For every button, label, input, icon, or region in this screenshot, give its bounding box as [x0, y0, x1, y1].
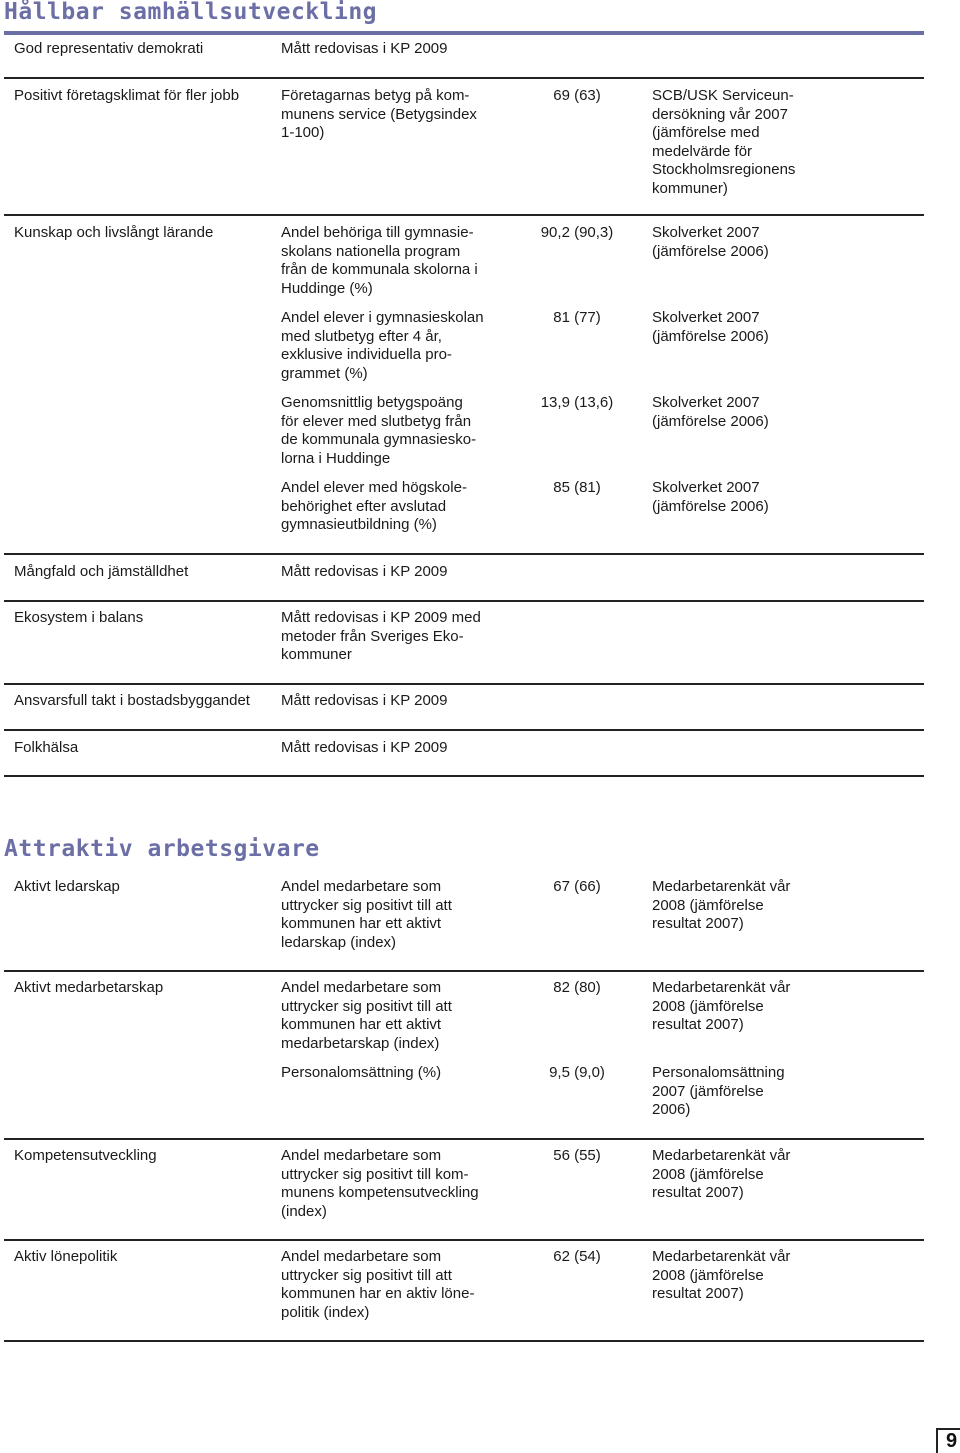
measure-value: 69 (63)	[553, 87, 601, 104]
measure-text: Mått redovisas i KP 2009	[281, 563, 448, 580]
row-divider	[4, 1239, 924, 1241]
measure-source: Medarbetarenkät vår 2008 (jämförelse resultat 2007)	[652, 979, 791, 1033]
measure-source: SCB/USK Serviceun- dersökning vår 2007 (jämförelse med medelvärde för Stockholmsregionens kommuner)	[652, 87, 796, 197]
measure-value: 62 (54)	[553, 1248, 601, 1265]
goal-label: Aktivt ledarskap	[14, 878, 120, 895]
measure-text: Personalomsättning (%)	[281, 1064, 442, 1081]
row-divider	[4, 683, 924, 685]
goal-label: Ekosystem i balans	[14, 609, 144, 626]
measure-source: Medarbetarenkät vår 2008 (jämförelse resultat 2007)	[652, 1147, 791, 1201]
measure-value: 85 (81)	[553, 479, 601, 496]
goal-label: Kompetensutveckling	[14, 1147, 157, 1164]
goal-label: Aktiv lönepolitik	[14, 1248, 118, 1265]
row-divider	[4, 970, 924, 972]
measure-text: Företagarnas betyg på kom- munens service (Betygsindex 1-100)	[281, 87, 477, 141]
page-number: 9	[946, 1430, 958, 1452]
measure-source: Skolverket 2007 (jämförelse 2006)	[652, 309, 769, 345]
measure-text: Andel medarbetare som uttrycker sig positivt till att kommunen har ett aktivt ledarskap (index)	[281, 878, 452, 951]
measure-source: Skolverket 2007 (jämförelse 2006)	[652, 394, 769, 430]
goal-label: God representativ demokrati	[14, 40, 204, 57]
measure-value: 13,9 (13,6)	[540, 394, 614, 411]
goal-label: Mångfald och jämställdhet	[14, 563, 189, 580]
row-divider	[4, 600, 924, 602]
goal-label: Positivt företagsklimat för fler jobb	[14, 87, 240, 104]
measure-source: Skolverket 2007 (jämförelse 2006)	[652, 224, 769, 260]
section-title: Hållbar samhällsutveckling	[4, 0, 378, 25]
measure-value: 90,2 (90,3)	[540, 224, 614, 241]
measure-text: Mått redovisas i KP 2009	[281, 739, 448, 756]
measure-source: Personalomsättning 2007 (jämförelse 2006)	[652, 1064, 785, 1118]
row-divider	[4, 1138, 924, 1140]
measure-text: Andel behöriga till gymnasie- skolans nationella program från de kommunala skolorna i Huddinge (%)	[281, 224, 478, 297]
measure-value: 81 (77)	[553, 309, 601, 326]
measure-text: Genomsnittlig betygspoäng för elever med slutbetyg från de kommunala gymnasiesko- lorna i Huddinge	[281, 394, 477, 467]
measure-text: Andel medarbetare som uttrycker sig positivt till att kommunen har en aktiv löne- politik (index)	[281, 1248, 475, 1321]
section-title-rule	[4, 31, 924, 35]
measure-text: Mått redovisas i KP 2009 med metoder från Sveriges Eko- kommuner	[281, 609, 481, 663]
goal-label: Aktivt medarbetarskap	[14, 979, 164, 996]
measure-source: Medarbetarenkät vår 2008 (jämförelse resultat 2007)	[652, 1248, 791, 1302]
measure-text: Andel elever med högskole- behörighet efter avslutad gymnasieutbildning (%)	[281, 479, 467, 533]
measure-text: Andel elever i gymnasieskolan med slutbetyg efter 4 år, exklusive individuella pro- grammet (%)	[281, 309, 484, 382]
row-divider	[4, 77, 924, 79]
measure-value: 9,5 (9,0)	[549, 1064, 605, 1081]
row-divider	[4, 729, 924, 731]
measure-text: Andel medarbetare som uttrycker sig positivt till att kommunen har ett aktivt medarbetarskap (index)	[281, 979, 452, 1052]
row-divider	[4, 775, 924, 777]
goal-label: Kunskap och livslångt lärande	[14, 224, 214, 241]
row-divider	[4, 553, 924, 555]
measure-value: 67 (66)	[553, 878, 601, 895]
section-title: Attraktiv arbetsgivare	[4, 836, 320, 862]
goal-label: Ansvarsfull takt i bostadsbyggandet	[14, 692, 250, 709]
row-divider	[4, 214, 924, 216]
goal-label: Folkhälsa	[14, 739, 79, 756]
measure-text: Andel medarbetare som uttrycker sig positivt till kom- munens kompetensutveckling (index)	[281, 1147, 479, 1220]
measure-source: Skolverket 2007 (jämförelse 2006)	[652, 479, 769, 515]
measure-text: Mått redovisas i KP 2009	[281, 692, 448, 709]
measure-value: 82 (80)	[553, 979, 601, 996]
row-divider	[4, 1340, 924, 1342]
measure-source: Medarbetarenkät vår 2008 (jämförelse resultat 2007)	[652, 878, 791, 932]
measure-text: Mått redovisas i KP 2009	[281, 40, 448, 57]
measure-value: 56 (55)	[553, 1147, 601, 1164]
